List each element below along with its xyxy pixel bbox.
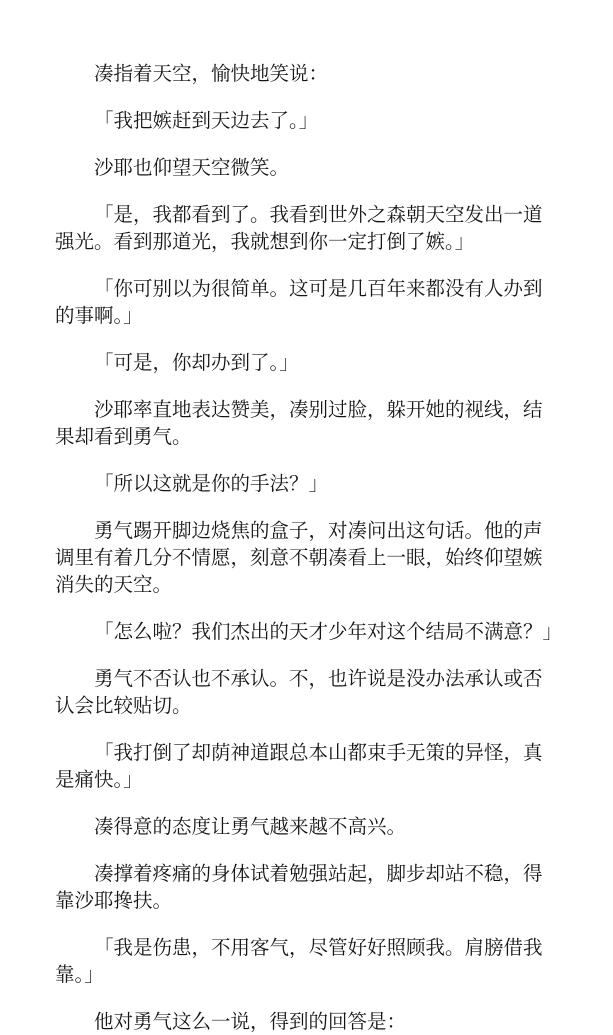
paragraph: 勇气不否认也不承认。不，也许说是没办法承认或否认会比较贴切。 — [55, 667, 543, 717]
paragraph: 「我是伤患，不用客气，尽管好好照顾我。肩膀借我靠。」 — [55, 936, 543, 986]
paragraph: 「我把嫉赶到天边去了。」 — [94, 109, 319, 132]
paragraph: 「所以这就是你的手法？」 — [94, 472, 329, 495]
paragraph: 沙耶也仰望天空微笑。 — [94, 156, 290, 179]
paragraph: 凑撑着疼痛的身体试着勉强站起，脚步却站不稳，得靠沙耶搀扶。 — [55, 862, 543, 912]
paragraph: 「你可别以为很简单。这可是几百年来都没有人办到的事啊。」 — [55, 277, 543, 327]
paragraph: 「是，我都看到了。我看到世外之森朝天空发出一道强光。看到那道光，我就想到你一定打倒了嫉。」 — [55, 203, 543, 253]
paragraph: 沙耶率直地表达赞美，凑别过脸，躲开她的视线，结果却看到勇气。 — [55, 398, 543, 448]
paragraph: 勇气踢开脚边烧焦的盒子，对凑问出这句话。他的声调里有着几分不情愿，刻意不朝凑看上一眼，始终仰望嫉消失的天空。 — [55, 519, 543, 596]
paragraph: 凑指着天空，愉快地笑说： — [94, 62, 329, 85]
paragraph: 「我打倒了却荫神道跟总本山都束手无策的异怪，真是痛快。」 — [55, 741, 543, 791]
paragraph: 凑得意的态度让勇气越来越不高兴。 — [94, 815, 407, 838]
paragraph: 「怎么啦？我们杰出的天才少年对这个结局不满意？」 — [94, 620, 563, 643]
paragraph: 他对勇气这么一说，得到的回答是： — [94, 1010, 407, 1033]
paragraph: 「可是，你却办到了。」 — [94, 351, 299, 374]
